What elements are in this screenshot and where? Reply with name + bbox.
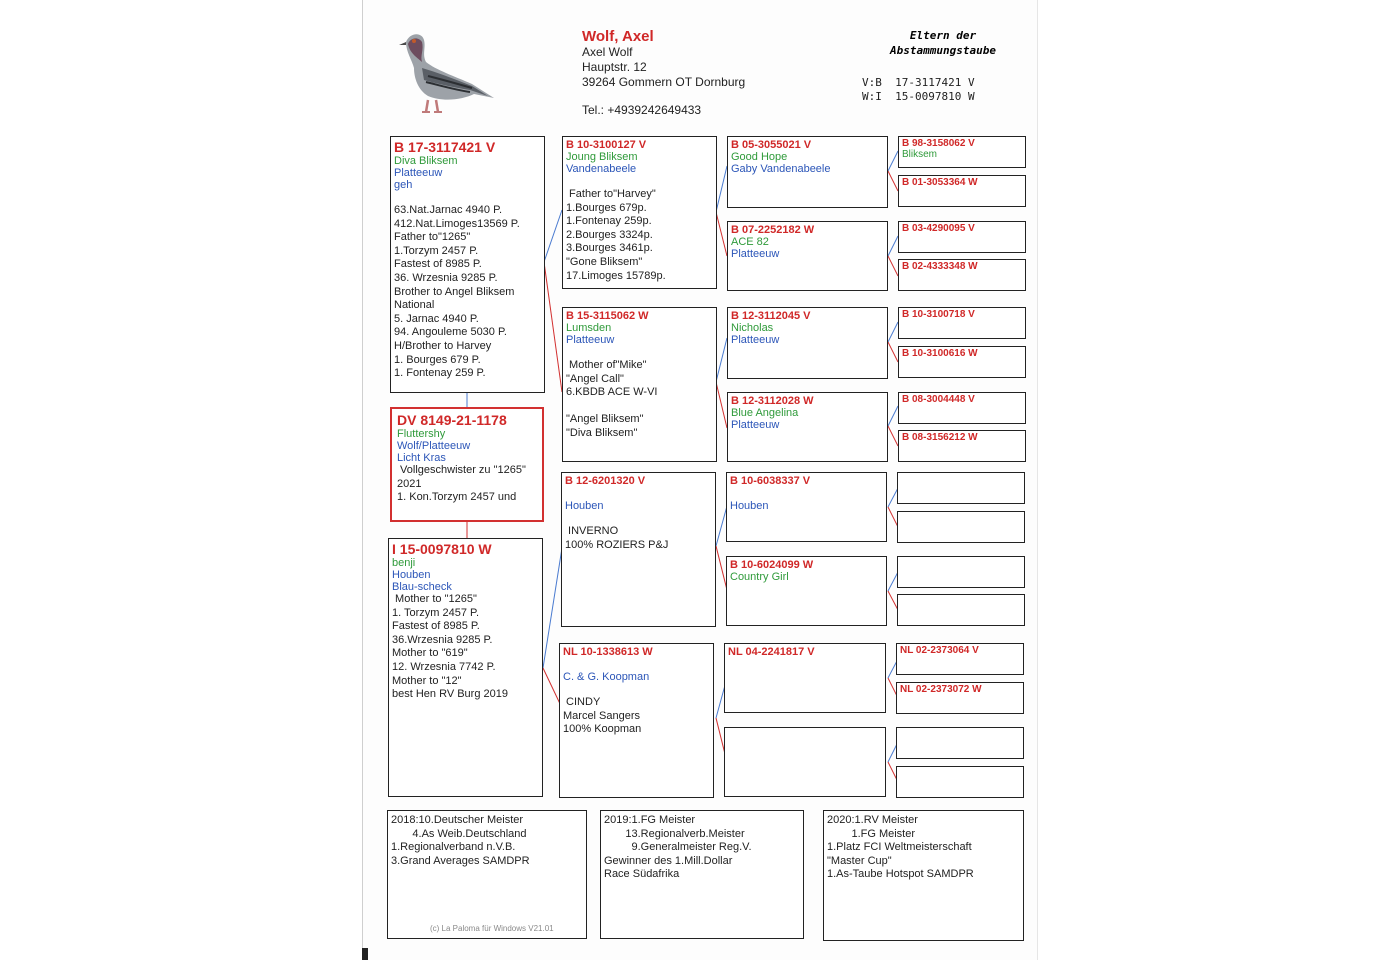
gen3-breeder: Platteeuw xyxy=(731,334,780,346)
gen2-name: Lumsden xyxy=(566,322,612,334)
scan-mark xyxy=(362,948,368,960)
gen3-ring: B 10-6038337 V xyxy=(730,475,811,487)
gen3-name: Country Girl xyxy=(730,571,789,583)
gen2-notes: Father to"Harvey" 1.Bourges 679p. 1.Fontenay 259p. 2.Bourges 3324p. 3.Bourges 3461p. "Gone Bliksem" 17.Limoges 15789p. xyxy=(566,188,666,282)
gen4-ring: B 02-4333348 W xyxy=(902,261,978,272)
gen4-card-6 xyxy=(898,346,1026,378)
gen4-name: Bliksem xyxy=(902,149,938,160)
gen4-card-14 xyxy=(896,682,1024,714)
gen4-card-2 xyxy=(898,175,1026,207)
sire-card xyxy=(390,136,545,393)
gen3-name xyxy=(730,487,883,500)
owner-line2: Hauptstr. 12 xyxy=(582,60,647,74)
gen4-card-13 xyxy=(896,643,1024,675)
gen2-breeder: Houben xyxy=(565,500,604,512)
sire-name: Diva Bliksem xyxy=(394,155,458,167)
footer-box-2020 xyxy=(823,810,1024,941)
gen3-card-3 xyxy=(727,307,888,379)
gen3-name: Good Hope xyxy=(731,151,788,163)
gen4-card-12 xyxy=(897,594,1025,626)
sheet-edge-right xyxy=(1037,0,1038,960)
sire-notes: 63.Nat.Jarnac 4940 P. 412.Nat.Limoges13569 P. Father to"1265" 1.Torzym 2457 P. Fastest of 8985 P. 36. Wrzesnia 9285 P. Brother to Angel Bliksem National 5. Jarnac 4940 P. 94. Angouleme 5030 P. H/Brother to Harvey 1. Bourges 679 P. 1. Fontenay 259 P. xyxy=(394,204,520,380)
owner-line3: 39264 Gommern OT Dornburg xyxy=(582,75,746,89)
gen2-breeder: Platteeuw xyxy=(566,334,615,346)
gen4-card-5 xyxy=(898,307,1026,339)
owner-block xyxy=(582,28,745,118)
dam-notes: Mother to "1265" 1. Torzym 2457 P. Fastest of 8985 P. 36.Wrzesnia 9285 P. Mother to "619" 12. Wrzesnia 7742 P. Mother to "12" best Hen RV Burg 2019 xyxy=(392,593,508,701)
gen3-card-1 xyxy=(727,136,888,208)
subject-ring: DV 8149-21-1178 xyxy=(397,412,507,428)
gen2-ring: B 15-3115062 W xyxy=(566,310,649,322)
dam-ring: I 15-0097810 W xyxy=(392,541,492,557)
gen2-name: Joung Bliksem xyxy=(566,151,638,163)
gen3-ring: B 07-2252182 W xyxy=(731,224,815,236)
gen3-breeder: Platteeuw xyxy=(731,419,780,431)
footer-text: 2018:10.Deutscher Meister 4.As Weib.Deutschland 1.Regionalverband n.V.B. 3.Grand Averages SAMDPR xyxy=(391,814,530,867)
gen4-card-15 xyxy=(896,727,1024,759)
gen3-breeder: Gaby Vandenabeele xyxy=(731,163,831,175)
gen2-ring: NL 10-1338613 W xyxy=(563,646,653,658)
subject-breeder: Wolf/Platteeuw xyxy=(397,440,471,452)
parents-title-block xyxy=(880,28,1006,58)
subject-color: Licht Kras xyxy=(397,452,446,464)
gen3-card-7 xyxy=(724,643,886,713)
gen2-breeder: Vandenabeele xyxy=(566,163,637,175)
gen4-ring: B 10-3100616 W xyxy=(902,348,978,359)
sire-color: geh xyxy=(394,179,413,191)
gen4-ring: B 98-3158062 V xyxy=(902,138,975,149)
gen2-name xyxy=(563,658,710,671)
gen4-ring: NL 02-2373064 V xyxy=(900,645,979,656)
gen3-card-6 xyxy=(726,556,887,626)
dam-card xyxy=(388,538,543,797)
gen3-card-8 xyxy=(724,727,886,797)
gen3-card-5 xyxy=(726,472,887,542)
gen3-ring: B 12-3112028 W xyxy=(731,395,814,407)
gen4-ring: B 08-3004448 V xyxy=(902,394,975,405)
gen4-ring: B 08-3156212 W xyxy=(902,432,978,443)
gen2-notes: INVERNO 100% ROZIERS P&J xyxy=(565,525,669,551)
dam-color: Blau-scheck xyxy=(392,581,452,593)
sire-breeder: Platteeuw xyxy=(394,167,443,179)
gen4-ring: NL 02-2373072 W xyxy=(900,684,982,695)
software-credit: (c) La Paloma für Windows V21.01 xyxy=(430,924,554,933)
gen4-ring: B 03-4290095 V xyxy=(902,223,975,234)
gen3-breeder: Houben xyxy=(730,500,769,512)
gen2-card-2 xyxy=(562,307,717,462)
gen2-card-3 xyxy=(561,472,716,627)
owner-phone: Tel.: +4939242649433 xyxy=(582,103,702,117)
gen2-card-1 xyxy=(562,136,717,289)
subject-notes: Vollgeschwister zu "1265" 2021 1. Kon.Torzym 2457 und xyxy=(397,464,526,504)
gen4-card-8 xyxy=(898,430,1026,462)
gen4-ring: B 01-3053364 W xyxy=(902,177,978,188)
subject-name: Fluttershy xyxy=(397,428,446,440)
footer-text: 2020:1.RV Meister 1.FG Meister 1.Platz FCI Weltmeisterschaft "Master Cup" 1.As-Taube Hotspot SAMDPR xyxy=(827,814,974,881)
gen3-name: ACE 82 xyxy=(731,236,769,248)
gen3-ring: B 10-6024099 W xyxy=(730,559,814,571)
owner-line1: Axel Wolf xyxy=(582,45,633,59)
parents-list xyxy=(862,76,975,103)
gen3-card-2 xyxy=(727,221,888,291)
gen3-ring: B 12-3112045 V xyxy=(731,310,811,322)
parent-line-sire: V:B 17-3117421 V xyxy=(862,76,975,89)
gen4-card-11 xyxy=(897,556,1025,588)
gen4-card-7 xyxy=(898,392,1026,424)
gen3-name: Nicholas xyxy=(731,322,774,334)
gen4-card-9 xyxy=(897,472,1025,504)
gen3-name: Blue Angelina xyxy=(731,407,799,419)
gen2-ring: B 10-3100127 V xyxy=(566,139,647,151)
gen3-ring: NL 04-2241817 V xyxy=(728,646,815,658)
sheet-edge-left xyxy=(362,0,363,960)
gen2-card-4 xyxy=(559,643,714,798)
gen2-name xyxy=(565,487,712,500)
gen4-card-4 xyxy=(898,259,1026,291)
gen2-ring: B 12-6201320 V xyxy=(565,475,646,487)
gen4-ring: B 10-3100718 V xyxy=(902,309,975,320)
footer-box-2018 xyxy=(387,810,587,939)
sire-ring: B 17-3117421 V xyxy=(394,139,496,155)
gen4-card-16 xyxy=(896,766,1024,798)
footer-text: 2019:1.FG Meister 13.Regionalverb.Meister 9.Generalmeister Reg.V. Gewinner des 1.Mill.Dollar Race Südafrika xyxy=(604,814,752,881)
gen4-card-3 xyxy=(898,221,1026,253)
pigeon-image xyxy=(392,24,496,120)
dam-breeder: Houben xyxy=(392,569,431,581)
gen3-breeder: Platteeuw xyxy=(731,248,780,260)
gen2-notes: CINDY Marcel Sangers 100% Koopman xyxy=(563,696,642,736)
parents-title-2: Abstammungstaube xyxy=(890,44,996,57)
gen2-breeder: C. & G. Koopman xyxy=(563,671,650,683)
subject-card xyxy=(390,407,544,522)
gen2-notes: Mother of"Mike" "Angel Call" 6.KBDB ACE W-VI "Angel Bliksem" "Diva Bliksem" xyxy=(566,359,658,439)
gen3-ring: B 05-3055021 V xyxy=(731,139,812,151)
parent-line-dam: W:I 15-0097810 W xyxy=(862,89,975,103)
gen4-card-10 xyxy=(897,511,1025,543)
gen3-card-4 xyxy=(727,392,888,462)
dam-name: benji xyxy=(392,557,416,569)
parents-title-1: Eltern der xyxy=(909,29,977,42)
gen4-card-1 xyxy=(898,136,1026,168)
owner-name: Wolf, Axel xyxy=(582,28,654,45)
footer-box-2019 xyxy=(600,810,804,939)
